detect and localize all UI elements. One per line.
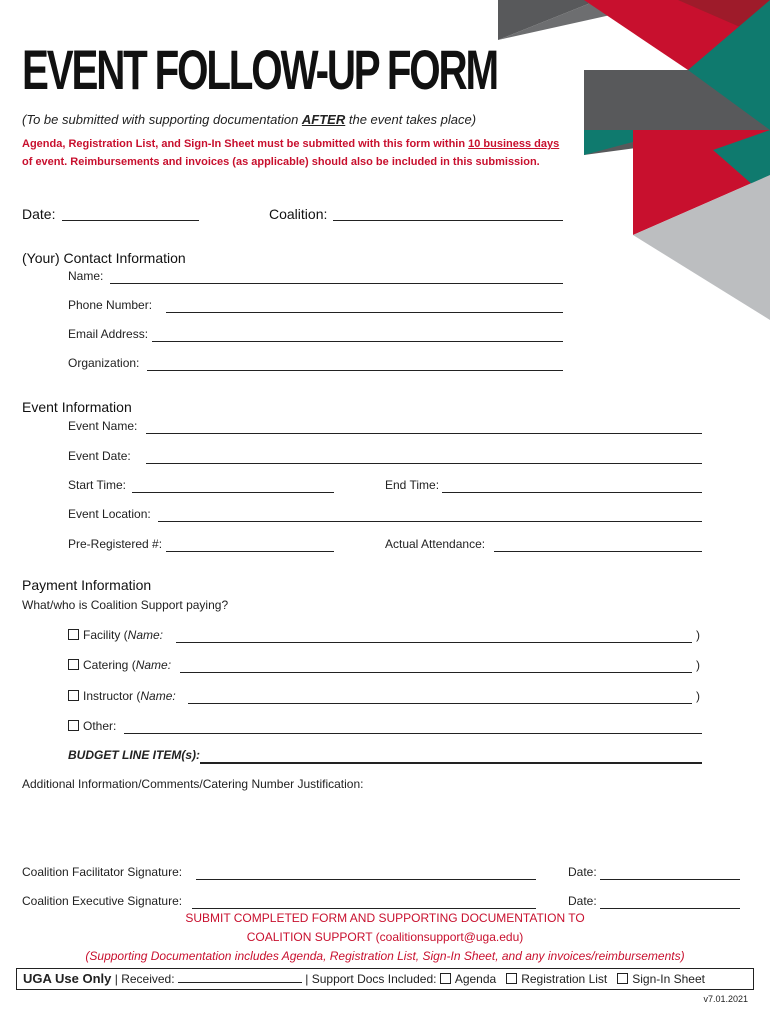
- event-name-field[interactable]: [146, 433, 702, 434]
- other-field[interactable]: [124, 733, 702, 734]
- sign-in-sheet-checkbox[interactable]: [617, 973, 628, 984]
- event-heading: Event Information: [22, 399, 132, 415]
- form-subtitle: (To be submitted with supporting documentation AFTER the event takes place): [22, 112, 477, 127]
- support-docs-label: Support Docs Included:: [311, 972, 437, 986]
- contact-heading: (Your) Contact Information: [22, 250, 186, 266]
- contact-name-field[interactable]: [110, 283, 563, 284]
- attendance-label: Actual Attendance:: [385, 537, 486, 551]
- catering-option: Catering (Name:: [68, 658, 171, 672]
- facilitator-date-label: Date:: [568, 865, 597, 879]
- facility-option: Facility (Name:: [68, 628, 163, 642]
- instructor-option: Instructor (Name:: [68, 689, 176, 703]
- event-location-field[interactable]: [158, 521, 702, 522]
- agenda-checkbox[interactable]: [440, 973, 451, 984]
- submission-note: Agenda, Registration List, and Sign-In Sheet must be submitted with this form within 10 business days of event. Reimbursements and invoices (as applicable) should also be included in this submission.: [22, 138, 560, 168]
- email-field[interactable]: [152, 341, 563, 342]
- executive-signature-label: Coalition Executive Signature:: [22, 894, 183, 908]
- coalition-label: Coalition:: [269, 206, 328, 222]
- catering-close-paren: ): [696, 658, 700, 672]
- start-time-label: Start Time:: [68, 478, 127, 492]
- version-label: v7.01.2021: [703, 994, 748, 1004]
- facility-checkbox[interactable]: [68, 629, 79, 640]
- event-date-label: Event Date:: [68, 449, 131, 463]
- facilitator-date-field[interactable]: [600, 879, 740, 880]
- other-option: Other:: [68, 719, 116, 733]
- uga-use-only-bar: [16, 968, 754, 990]
- preregistered-label: Pre-Registered #:: [68, 537, 163, 551]
- attendance-field[interactable]: [494, 551, 702, 552]
- submit-instruction-3: (Supporting Documentation includes Agenda, Registration List, Sign-In Sheet, and any invoices/reimbursements): [85, 949, 685, 963]
- separator: |: [305, 972, 309, 986]
- facilitator-signature-label: Coalition Facilitator Signature:: [22, 865, 183, 879]
- received-label: Received:: [121, 972, 175, 986]
- form-title: EVENT FOLLOW-UP FORM: [22, 38, 497, 101]
- facility-name-field[interactable]: [176, 642, 692, 643]
- preregistered-field[interactable]: [166, 551, 334, 552]
- instructor-name-field[interactable]: [188, 703, 692, 704]
- separator: |: [114, 972, 118, 986]
- budget-line-field[interactable]: [200, 762, 702, 764]
- facility-close-paren: ): [696, 628, 700, 642]
- agenda-label: Agenda: [454, 972, 497, 986]
- executive-signature-field[interactable]: [192, 908, 536, 909]
- event-date-field[interactable]: [146, 463, 702, 464]
- email-label: Email Address:: [68, 327, 149, 341]
- received-field[interactable]: [178, 982, 302, 983]
- date-label: Date:: [22, 206, 56, 222]
- phone-field[interactable]: [166, 312, 563, 313]
- submit-instruction-2: COALITION SUPPORT (coalitionsupport@uga.edu): [246, 930, 524, 944]
- budget-line-label: BUDGET LINE ITEM(s):: [68, 748, 200, 762]
- end-time-field[interactable]: [442, 492, 702, 493]
- coalition-field[interactable]: [333, 220, 563, 221]
- instructor-checkbox[interactable]: [68, 690, 79, 701]
- payment-heading: Payment Information: [22, 577, 152, 593]
- registration-list-label: Registration List: [521, 972, 608, 986]
- registration-list-checkbox[interactable]: [506, 973, 517, 984]
- organization-field[interactable]: [147, 370, 563, 371]
- additional-info-label: Additional Information/Comments/Catering Number Justification:: [22, 777, 364, 791]
- event-location-label: Event Location:: [68, 507, 151, 521]
- start-time-field[interactable]: [132, 492, 334, 493]
- phone-label: Phone Number:: [68, 298, 153, 312]
- executive-date-field[interactable]: [600, 908, 740, 909]
- uga-use-only-title: UGA Use Only: [23, 971, 112, 986]
- contact-name-label: Name:: [68, 269, 104, 283]
- catering-checkbox[interactable]: [68, 659, 79, 670]
- date-field[interactable]: [62, 220, 199, 221]
- facilitator-signature-field[interactable]: [196, 879, 536, 880]
- submit-instruction-1: SUBMIT COMPLETED FORM AND SUPPORTING DOCUMENTATION TO: [185, 911, 585, 925]
- executive-date-label: Date:: [568, 894, 597, 908]
- payment-question: What/who is Coalition Support paying?: [22, 598, 229, 612]
- end-time-label: End Time:: [385, 478, 440, 492]
- other-checkbox[interactable]: [68, 720, 79, 731]
- catering-name-field[interactable]: [180, 672, 692, 673]
- organization-label: Organization:: [68, 356, 140, 370]
- event-name-label: Event Name:: [68, 419, 138, 433]
- sign-in-sheet-label: Sign-In Sheet: [632, 972, 705, 986]
- instructor-close-paren: ): [696, 689, 700, 703]
